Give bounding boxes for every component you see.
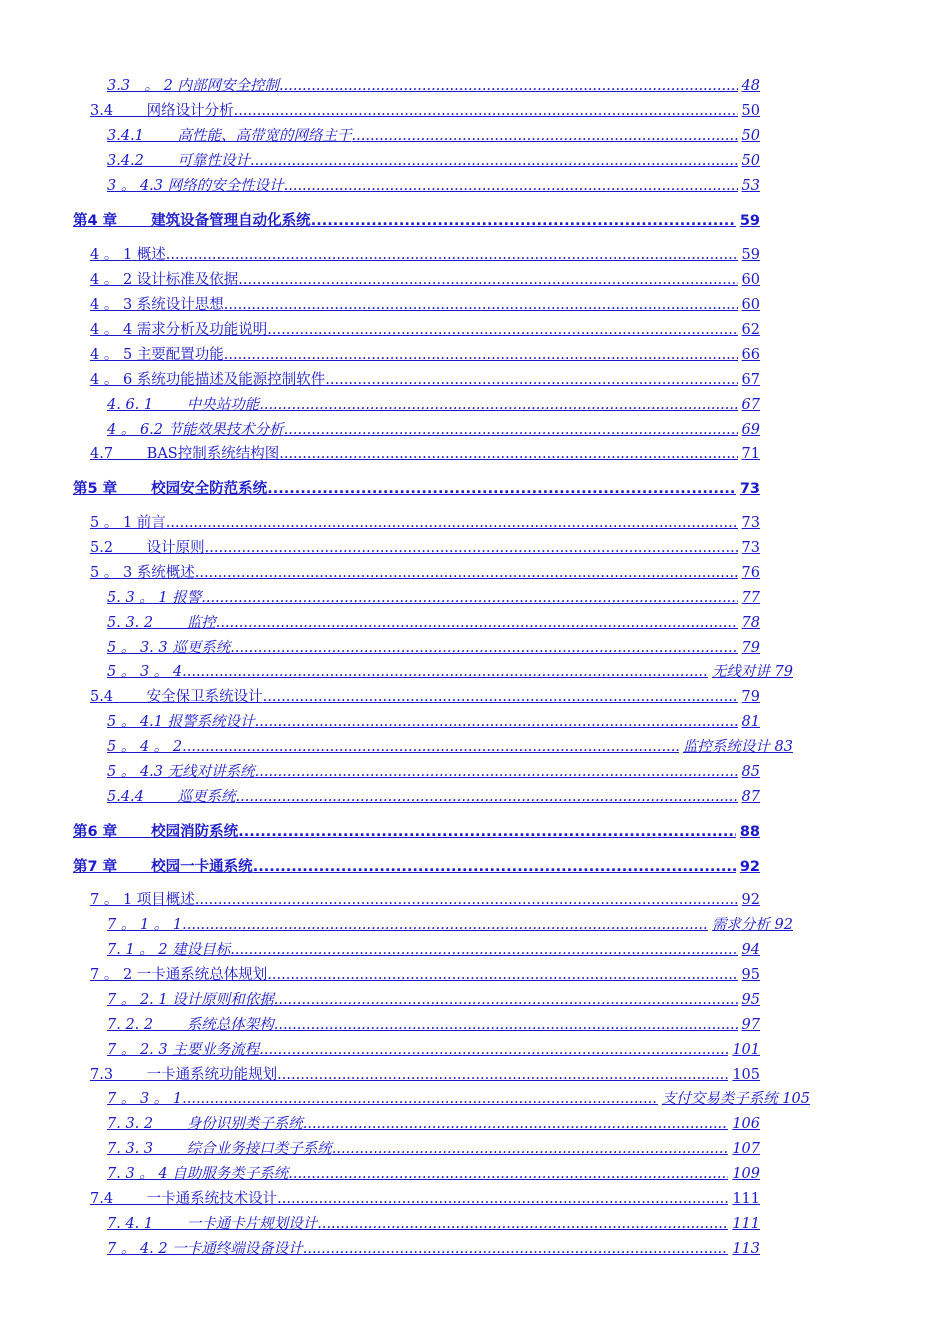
toc-leader: [195, 890, 738, 910]
toc-entry-title: 5. 3 。 1 报警: [107, 590, 202, 606]
toc-entry-page: 59: [741, 247, 760, 263]
toc-leader: [253, 857, 736, 877]
toc-entry[interactable]: [107, 638, 760, 658]
toc-entry-title: 5 。 3 。 4: [107, 664, 183, 680]
toc-entry-page: 69: [741, 422, 760, 438]
toc-entry-page: 95: [741, 967, 760, 983]
toc-leader: [311, 211, 736, 231]
toc-leader: [224, 295, 738, 315]
toc-entry-title: 7. 3 。 4 自助服务类子系统: [107, 1166, 289, 1182]
toc-entry-title: 7 。 1 。 1: [107, 917, 183, 933]
toc-leader: [216, 613, 738, 633]
toc-leader: [255, 712, 738, 732]
toc-entry[interactable]: [90, 245, 760, 265]
toc-entry-title: 4 。 1 概述: [90, 247, 166, 263]
toc-entry[interactable]: [90, 563, 760, 583]
toc-entry[interactable]: [107, 126, 760, 146]
toc-entry[interactable]: [107, 176, 760, 196]
toc-entry[interactable]: [90, 513, 760, 533]
toc-leader: [267, 479, 736, 499]
toc-leader: [267, 320, 737, 340]
toc-leader: [352, 126, 738, 146]
toc-entry-page: 支付交易类子系统 105: [661, 1091, 810, 1107]
toc-entry-page: 113: [732, 1241, 760, 1257]
toc-leader: [259, 395, 737, 415]
toc-entry-title: 5.4 安全保卫系统设计: [90, 689, 263, 705]
toc-entry[interactable]: [90, 295, 760, 315]
toc-entry-title: 7 。 1 项目概述: [90, 892, 195, 908]
toc-leader: [277, 1189, 728, 1209]
toc-entry[interactable]: [90, 444, 760, 464]
toc-entry-title: 7. 3. 2 身份识别类子系统: [107, 1116, 303, 1132]
toc-entry-title: 7 。 2. 3 主要业务流程: [107, 1042, 260, 1058]
toc-entry-page: 95: [741, 992, 760, 1008]
toc-leader: [236, 787, 738, 807]
toc-entry[interactable]: [90, 538, 760, 558]
toc-entry[interactable]: [107, 1164, 760, 1184]
toc-leader: [332, 1139, 729, 1159]
toc-entry[interactable]: [107, 420, 760, 440]
toc-leader: [166, 245, 738, 265]
toc-entry-page: 50: [741, 128, 760, 144]
toc-entry-title: 第7 章 校园一卡通系统: [73, 859, 253, 875]
toc-entry[interactable]: [90, 965, 760, 985]
toc-entry-title: 7. 4. 1 一卡通卡片规划设计: [107, 1216, 318, 1232]
toc-leader: [195, 563, 738, 583]
toc-entry-page: 106: [732, 1116, 760, 1132]
toc-entry-title: 7.3 一卡通系统功能规划: [90, 1067, 278, 1083]
toc-entry-page: 无线对讲 79: [711, 664, 793, 680]
toc-leader: [274, 990, 738, 1010]
toc-entry-title: 5 。 1 前言: [90, 515, 166, 531]
toc-leader: [284, 176, 738, 196]
toc-entry[interactable]: [107, 395, 760, 415]
toc-entry-page: 111: [732, 1216, 760, 1232]
toc-leader: [259, 1040, 728, 1060]
toc-entry-page: 85: [741, 764, 760, 780]
toc-entry-page: 79: [741, 640, 760, 656]
toc-leader: [255, 762, 738, 782]
toc-entry[interactable]: [107, 712, 760, 732]
toc-entry[interactable]: [107, 662, 793, 682]
toc-entry[interactable]: [107, 1239, 760, 1259]
toc-entry-title: 7.4 一卡通系统技术设计: [90, 1191, 278, 1207]
toc-leader: [238, 270, 737, 290]
toc-entry[interactable]: [107, 762, 760, 782]
toc-entry[interactable]: [90, 370, 760, 390]
toc-entry[interactable]: [107, 990, 760, 1010]
toc-entry-title: 4.7 BAS控制系统结构图: [90, 446, 280, 462]
toc-entry-title: 第6 章 校园消防系统: [73, 824, 239, 840]
toc-entry[interactable]: [90, 101, 760, 121]
toc-entry-page: 81: [741, 714, 760, 730]
toc-entry-page: 50: [741, 103, 760, 119]
toc-entry-title: 3.3 。 2 内部网安全控制: [107, 78, 280, 94]
toc-entry-title: 4 。 4 需求分析及功能说明: [90, 322, 268, 338]
toc-chapter[interactable]: [73, 479, 760, 499]
toc-entry-page: 92: [739, 859, 760, 875]
toc-entry-title: 7 。 2. 1 设计原则和依据: [107, 992, 274, 1008]
toc-entry-title: 5 。 3 系统概述: [90, 565, 195, 581]
toc-entry[interactable]: [107, 940, 760, 960]
toc-entry[interactable]: [90, 270, 760, 290]
toc-chapter[interactable]: [73, 857, 760, 877]
toc-entry-title: 7 。 4. 2 一卡通终端设备设计: [107, 1241, 303, 1257]
toc-entry-title: 5 。 3. 3 巡更系统: [107, 640, 231, 656]
toc-entry-page: 101: [732, 1042, 760, 1058]
toc-entry-page: 109: [732, 1166, 760, 1182]
toc-entry-page: 73: [739, 481, 760, 497]
toc-entry-page: 76: [741, 565, 760, 581]
toc-entry[interactable]: [107, 76, 760, 96]
toc-entry-page: 79: [741, 689, 760, 705]
toc-entry-title: 7. 1 。 2 建设目标: [107, 942, 231, 958]
toc-entry-page: 53: [741, 178, 760, 194]
toc-entry-page: 97: [741, 1017, 760, 1033]
toc-leader: [303, 1239, 729, 1259]
toc-leader: [224, 345, 738, 365]
toc-leader: [205, 538, 738, 558]
toc-entry[interactable]: [107, 787, 760, 807]
toc-entry-title: 5.2 设计原则: [90, 540, 205, 556]
toc-entry-page: 78: [741, 615, 760, 631]
toc-entry-title: 4 。 2 设计标准及依据: [90, 272, 239, 288]
toc-entry-title: 5 。 4.1 报警系统设计: [107, 714, 255, 730]
toc-entry[interactable]: [107, 1089, 810, 1109]
toc-leader: [288, 1164, 728, 1184]
toc-entry-title: 4. 6. 1 中央站功能: [107, 397, 260, 413]
toc-entry[interactable]: [90, 687, 760, 707]
toc-entry[interactable]: [107, 737, 793, 757]
toc-entry-title: 第4 章 建筑设备管理自动化系统: [73, 213, 311, 229]
toc-leader: [182, 1089, 658, 1109]
toc-entry[interactable]: [90, 320, 760, 340]
toc-leader: [250, 151, 738, 171]
toc-entry-title: 3 。 4.3 网络的安全性设计: [107, 178, 284, 194]
toc-entry-page: 105: [732, 1067, 760, 1083]
toc-leader: [267, 965, 737, 985]
toc-leader: [230, 940, 737, 960]
toc-entry[interactable]: [107, 915, 793, 935]
toc-entry-page: 60: [741, 272, 760, 288]
toc-leader: [279, 76, 738, 96]
toc-leader: [279, 444, 737, 464]
toc-leader: [182, 662, 708, 682]
toc-entry-page: 需求分析 92: [711, 917, 793, 933]
toc-entry-page: 62: [741, 322, 760, 338]
toc-leader: [303, 1114, 729, 1134]
toc-leader: [284, 420, 738, 440]
toc-entry-title: 4 。 3 系统设计思想: [90, 297, 224, 313]
toc-entry[interactable]: [90, 890, 760, 910]
toc-leader: [182, 915, 708, 935]
toc-entry-title: 5.4.4 巡更系统: [107, 789, 236, 805]
toc-entry-page: 73: [741, 515, 760, 531]
toc-entry[interactable]: [107, 1040, 760, 1060]
toc-entry-title: 5 。 4.3 无线对讲系统: [107, 764, 255, 780]
toc-entry-page: 66: [741, 347, 760, 363]
toc-leader: [166, 513, 738, 533]
toc-entry-page: 监控系统设计 83: [682, 739, 793, 755]
toc-leader: [263, 687, 738, 707]
toc-leader: [230, 638, 737, 658]
toc-leader: [274, 1015, 738, 1035]
toc-leader: [238, 822, 736, 842]
toc-leader: [201, 588, 737, 608]
toc-entry-title: 4 。 6.2 节能效果技术分析: [107, 422, 284, 438]
toc-entry-page: 73: [741, 540, 760, 556]
toc-leader: [182, 737, 679, 757]
toc-entry-page: 59: [739, 213, 760, 229]
toc-entry-page: 92: [741, 892, 760, 908]
toc-entry-page: 71: [741, 446, 760, 462]
toc-entry-page: 50: [741, 153, 760, 169]
toc-chapter[interactable]: [73, 822, 760, 842]
toc-entry-title: 5. 3. 2 监控: [107, 615, 216, 631]
toc-entry[interactable]: [107, 151, 760, 171]
toc-entry-page: 111: [732, 1191, 760, 1207]
toc-entry-title: 5 。 4 。 2: [107, 739, 183, 755]
toc-entry[interactable]: [90, 345, 760, 365]
toc-entry-page: 77: [741, 590, 760, 606]
toc-entry-title: 3.4.2 可靠性设计: [107, 153, 251, 169]
toc-entry-page: 87: [741, 789, 760, 805]
toc-entry[interactable]: [90, 1189, 760, 1209]
toc-entry-page: 48: [741, 78, 760, 94]
toc-leader: [325, 370, 737, 390]
toc-entry[interactable]: [107, 1214, 760, 1234]
toc-entry[interactable]: [107, 1139, 760, 1159]
toc-entry[interactable]: [90, 1065, 760, 1085]
toc-entry[interactable]: [107, 588, 760, 608]
toc-entry-title: 3.4 网络设计分析: [90, 103, 234, 119]
toc-leader: [277, 1065, 728, 1085]
toc-entry-title: 7 。 3 。 1: [107, 1091, 183, 1107]
toc-entry-page: 67: [741, 397, 760, 413]
toc-entry[interactable]: [107, 613, 760, 633]
toc-entry-page: 94: [741, 942, 760, 958]
toc-entry-title: 3.4.1 高性能、高带宽的网络主干: [107, 128, 352, 144]
toc-entry-title: 4 。 5 主要配置功能: [90, 347, 224, 363]
toc-entry-page: 88: [739, 824, 760, 840]
toc-entry-title: 7. 2. 2 系统总体架构: [107, 1017, 274, 1033]
toc-leader: [234, 101, 738, 121]
toc-entry-page: 107: [732, 1141, 760, 1157]
toc-entry-title: 7 。 2 一卡通系统总体规划: [90, 967, 268, 983]
toc-entry[interactable]: [107, 1015, 760, 1035]
toc-entry[interactable]: [107, 1114, 760, 1134]
toc-entry-page: 60: [741, 297, 760, 313]
toc-entry-title: 4 。 6 系统功能描述及能源控制软件: [90, 372, 326, 388]
toc-entry-page: 67: [741, 372, 760, 388]
toc-entry-title: 第5 章 校园安全防范系统: [73, 481, 268, 497]
toc-entry-title: 7. 3. 3 综合业务接口类子系统: [107, 1141, 332, 1157]
toc-leader: [317, 1214, 728, 1234]
toc-chapter[interactable]: [73, 211, 760, 231]
